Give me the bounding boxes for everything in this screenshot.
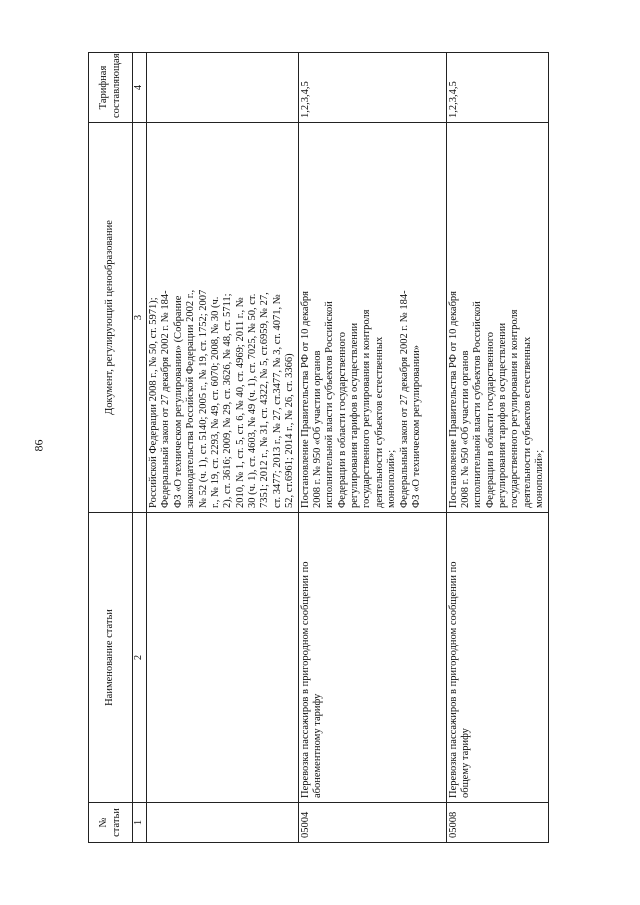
article-code: 05008 (446, 803, 548, 843)
article-name (147, 513, 299, 803)
article-name: Перевозка пассажиров в пригородном сообщении по общему тарифу (446, 513, 548, 803)
pricing-document: Постановление Правительства РФ от 10 декабря 2008 г. № 950 «Об участии органов исполнительной власти субъектов Российской Федерации в области государственного регулирования тарифов в осуществлении государственного регулирования и контроля деятельности субъектов естественных монополий»; Федеральный закон от 27 декабря 2002 г. № 184- ФЗ «О техническом регулировании» (298, 123, 446, 513)
article-code (147, 803, 299, 843)
table-row (147, 53, 299, 843)
table-row (298, 53, 446, 843)
tariff-component: 1,2,3,4,5 (446, 53, 548, 123)
column-number: 3 (133, 123, 147, 513)
column-number: 2 (133, 513, 147, 803)
tariff-component: 1,2,3,4,5 (298, 53, 446, 123)
article-code: 05004 (298, 803, 446, 843)
table-header-row (89, 53, 133, 843)
page-number: 86 (31, 439, 46, 452)
column-number-row (133, 53, 147, 843)
header-article-number: № статьи (89, 803, 133, 843)
column-number: 1 (133, 803, 147, 843)
pricing-document: Российской Федерации 2008 г., № 50, ст. 5971); Федеральный закон от 27 декабря 2002 г. № 184- ФЗ «О техническом регулировании» (Собрание законодательства Российской Федерации 2002 г., № 52 (ч. 1), ст. 5140; 2005 г., № 19, ст. 1752; 2007 г., № 19, ст. 2293, № 49, ст. 6070; 2008, № 30 (ч. 2), ст. 3616; 2009, № 29, ст. 3626, № 48, ст. 5711; 2010, № 1, ст. 5, ст. 6, № 40, ст. 4969; 2011 г., № 30 (ч. 1), ст. 4603, № 49 (ч. 1), ст. 7025, № 50, ст. 7351; 2012 г., № 31, ст. 4322, № 5, ст.6959, № 27, ст. 3477; 2013 г., № 27, ст.3477, № 3, ст. 4071, № 52, ст.6961; 2014 г., № 26, ст. 3366) (147, 123, 299, 513)
column-number: 4 (133, 53, 147, 123)
article-name: Перевозка пассажиров в пригородном сообщении по абонементному тарифу (298, 513, 446, 803)
header-article-name: Наименование статьи (89, 513, 133, 803)
rotated-table-container (88, 53, 546, 843)
tariff-component (147, 53, 299, 123)
header-pricing-document: Документ, регулирующий ценообразование (89, 123, 133, 513)
header-tariff-component: Тарифная составляющая (89, 53, 133, 123)
table-row (446, 53, 548, 843)
pricing-table (88, 52, 549, 843)
pricing-document: Постановление Правительства РФ от 10 декабря 2008 г. № 950 «Об участии органов исполнительной власти субъектов Российской Федерации в области государственного регулирования тарифов в осуществлении государственного регулирования и контроля деятельности субъектов естественных монополий»; (446, 123, 548, 513)
